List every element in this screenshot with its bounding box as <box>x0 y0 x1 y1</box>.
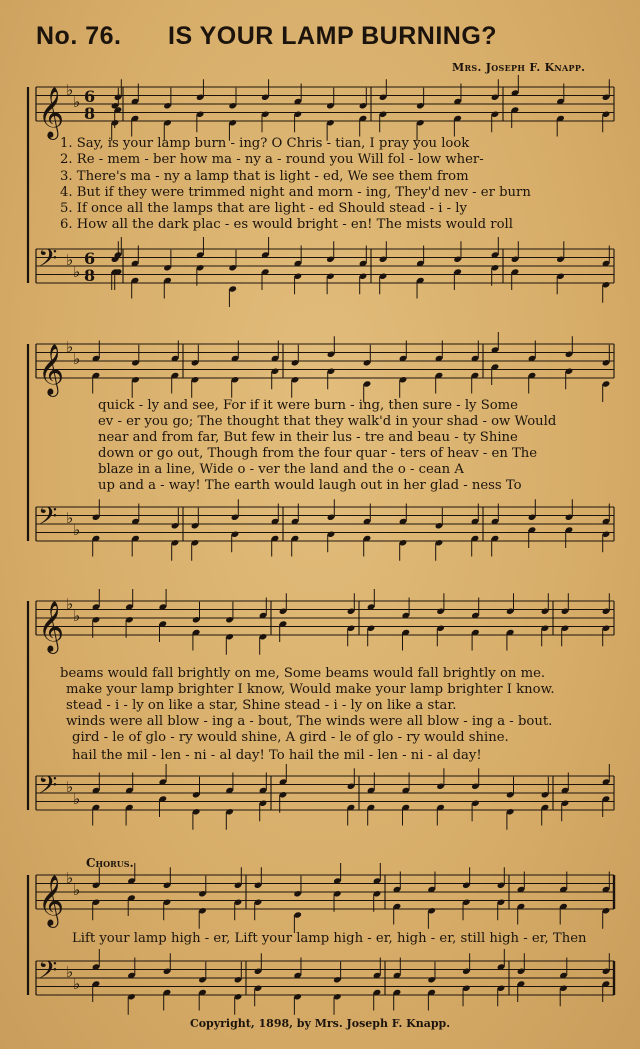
flat-icon: ♭ <box>66 778 74 796</box>
verse-line: stead - i - ly on like a star, Shine stead - i - ly on like a star. <box>66 698 457 713</box>
verse-line: 5. If once all the lamps that are light - ed Should stead - i - ly <box>60 201 467 216</box>
chorus-label: Chorus. <box>86 856 134 870</box>
flat-icon: ♭ <box>73 975 81 993</box>
verse-line: 1. Say, is your lamp burn - ing? O Chris - tian, I pray you look <box>60 136 470 151</box>
flat-icon: ♭ <box>73 881 81 899</box>
chorus-lyric: Lift your lamp high - er, Lift your lamp high - er, high - er, still high - er, Then <box>72 931 587 946</box>
verse-line: near and from far, But few in their lus - tre and beau - ty Shine <box>98 430 518 445</box>
verse-line: 4. But if they were trimmed night and morn - ing, They'd nev - er burn <box>60 185 531 200</box>
verse-line: winds were all blow - ing a - bout, The winds were all blow - ing a - bout. <box>66 714 553 729</box>
flat-icon: ♭ <box>66 81 74 99</box>
verse-line: blaze in a line, Wide o - ver the land and the o - cean A <box>98 462 464 477</box>
time-signature: 6 <box>84 249 96 268</box>
verse-line: gird - le of glo - ry would shine, A gird - le of glo - ry would shine. <box>72 730 509 745</box>
flat-icon: ♭ <box>66 509 74 527</box>
verse-line: up and a - way! The earth would laugh out in her glad - ness To <box>98 478 522 493</box>
verse-line: 2. Re - mem - ber how ma - ny a - round you Will fol - low wher- <box>60 152 484 167</box>
clef-icon: 𝄢 <box>38 956 58 991</box>
clef-icon: 𝄞 <box>38 344 65 395</box>
clef-icon: 𝄞 <box>38 875 65 926</box>
flat-icon: ♭ <box>73 93 81 111</box>
flat-icon: ♭ <box>73 263 81 281</box>
verse-line: hail the mil - len - ni - al day! To hail the mil - len - ni - al day! <box>72 748 482 763</box>
time-signature: 8 <box>84 104 96 123</box>
flat-icon: ♭ <box>66 595 74 613</box>
clef-icon: 𝄞 <box>38 87 65 138</box>
verse-line: beams would fall brightly on me, Some beams would fall brightly on me. <box>60 666 546 681</box>
time-signature: 6 <box>84 87 96 106</box>
composer-credit: Mrs. Joseph F. Knapp. <box>452 61 586 74</box>
verse-line: quick - ly and see, For if it were burn - ing, then sure - ly Some <box>98 398 518 413</box>
verse-line: ev - er you go; The thought that they walk'd in your shad - ow Would <box>98 414 557 429</box>
flat-icon: ♭ <box>73 350 81 368</box>
flat-icon: ♭ <box>66 869 74 887</box>
verse-line: down or go out, Though from the four quar - ters of heav - en The <box>98 446 538 461</box>
verse-line: 3. There's ma - ny a lamp that is light - ed, We see them from <box>60 169 469 184</box>
flat-icon: ♭ <box>73 790 81 808</box>
flat-icon: ♭ <box>66 251 74 269</box>
hymn-number: No. 76. <box>36 22 122 50</box>
verse-line: 6. How all the dark plac - es would bright - en! The mists would roll <box>60 217 513 232</box>
clef-icon: 𝄢 <box>38 244 58 279</box>
time-signature: 8 <box>84 266 96 285</box>
hymn-title: IS YOUR LAMP BURNING? <box>168 22 498 50</box>
flat-icon: ♭ <box>66 963 74 981</box>
clef-icon: 𝄢 <box>38 502 58 537</box>
flat-icon: ♭ <box>73 521 81 539</box>
flat-icon: ♭ <box>73 607 81 625</box>
verse-line: make your lamp brighter I know, Would make your lamp brighter I know. <box>66 682 555 697</box>
clef-icon: 𝄢 <box>38 771 58 806</box>
clef-icon: 𝄞 <box>38 601 65 652</box>
flat-icon: ♭ <box>66 338 74 356</box>
copyright-notice: Copyright, 1898, by Mrs. Joseph F. Knapp. <box>189 1017 451 1030</box>
